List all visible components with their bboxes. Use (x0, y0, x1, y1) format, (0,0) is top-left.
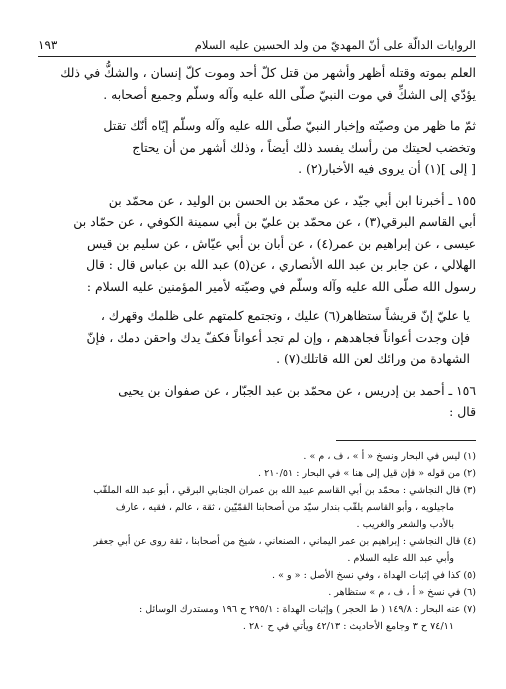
footnote-line: (٣) قال النجاشي : محمّد بن أبي القاسم عبيد الله بن عمران الجنابي البرقي ، أبو عبد الله الملقّب (93, 485, 476, 496)
footnote-divider (336, 440, 476, 441)
footnote-line: (٥) كذا في إثبات الهداة ، وفي نسخ الأصل : « و » . (271, 570, 476, 581)
text-line: وتخضب لحيتك من رأسك يفسد ذلك أيضاً ، وذلك أشهر من أن يحتاج (132, 139, 476, 155)
hadith-line: قال : (449, 404, 476, 419)
quote-line: الشهادة من ورائك لعن الله قاتلك(٧) . (276, 351, 470, 366)
footnotes (38, 448, 476, 635)
quote-line: يا عليّ إنّ قريشاً ستظاهر(٦) عليك ، وتجتمع كلمتهم على ظلمك وقهرك ، (100, 308, 470, 323)
paragraph-gap (38, 105, 476, 115)
page-number: ١٩٣ (38, 38, 58, 52)
paragraph-gap (38, 180, 476, 190)
paragraph-gap (38, 297, 476, 305)
footnote-line: ٧٤/١١ ح ٣ وجامع الأحاديث : ٤٢/١٣ ويأتي في ح ٢٨٠ . (242, 621, 454, 632)
hadith-line: أبي القاسم البرقي(٣) ، عن محمّد بن عليّ بن أبي سمينة الكوفي ، عن حمّاد بن (73, 214, 476, 229)
hadith-line: رسول الله صلّى الله عليه وآله وسلّم في وصيّته لأمير المؤمنين عليه السلام : (86, 278, 476, 294)
hadith-line: ١٥٥ ـ أخبرنا ابن أبي جيّد ، عن محمّد بن الحسن بن الوليد ، عن محمّد بن (108, 192, 476, 208)
quote-line: فإن وجدت أعواناً فجاهدهم ، وإن لم تجد أعواناً فكفّ يدك واحقن دمك ، فإنّ (86, 329, 470, 345)
text-line: العلم بموته وقتله أظهر وأشهر من قتل كلّ أحد وموت كلّ إنسان ، والشكُّ في ذلك (60, 65, 476, 80)
footnote-line: (١) ليس في البحار ونسخ « أ » ، ف ، م » . (303, 451, 476, 462)
text-line: [ إلى ](١) أن يروى فيه الأخبار(٢) . (298, 161, 476, 176)
main-text (38, 62, 476, 423)
hadith-line: عيسى ، عن إبراهيم بن عمر(٤) ، عن أبان بن أبي عيّاش ، عن سليم بن قيس (86, 235, 476, 251)
text-line: ثمّ ما ظهر من وصيّته وإخبار النبيّ صلّى الله عليه وآله وسلّم إيّاه أنّك تقتل (103, 118, 476, 133)
paragraph-gap (38, 370, 476, 380)
footnote-line: (٧) عنه البحار : ١٤٩/٨ ( ط الحجر ) وإثبات الهداة : ٢٩٥/١ ح ١٩٦ ومستدرك الوسائل : (139, 604, 476, 615)
running-header (38, 38, 476, 52)
footnote-line: بالأدب والشعر والغريب . (356, 519, 454, 530)
footnote-line: (٦) في نسخ « أ ، ف ، م » ستظاهر . (328, 587, 476, 598)
footnote-line: ماجيلويه ، وأبو القاسم يلقّب بندار سيّد من أصحابنا القمّيّين ، ثقة ، عالم ، فقيه ، عارف (115, 502, 454, 513)
running-title: الروايات الدالّة على أنّ المهديّ من ولد الحسين عليه السلام (194, 38, 476, 52)
footnote-line: (٤) قال النجاشي : إبراهيم بن عمر اليماني ، الصنعاني ، شيخ من أصحابنا ، ثقة روى عن أبي جعفر (93, 536, 476, 547)
footnote-line: (٢) من قوله « فإن قيل إلى هنا » في البحار : ٢١٠/٥١ . (258, 468, 476, 479)
hadith-line: الهلالي ، عن جابر بن عبد الله الأنصاري ، عن(٥) عبد الله بن عباس قال : قال (86, 257, 476, 272)
quoted-saying (38, 305, 476, 370)
header-divider (38, 56, 476, 57)
footnote-line: وأبي عبد الله عليه السلام . (347, 553, 454, 564)
hadith-line: ١٥٦ ـ أحمد بن إدريس ، عن محمّد بن عبد الجبّار ، عن صفوان بن يحيى (118, 382, 476, 398)
text-line: يؤدّي إلى الشكِّ في موت النبيّ صلّى الله عليه وآله وسلّم وجميع أصحابه . (103, 86, 476, 102)
